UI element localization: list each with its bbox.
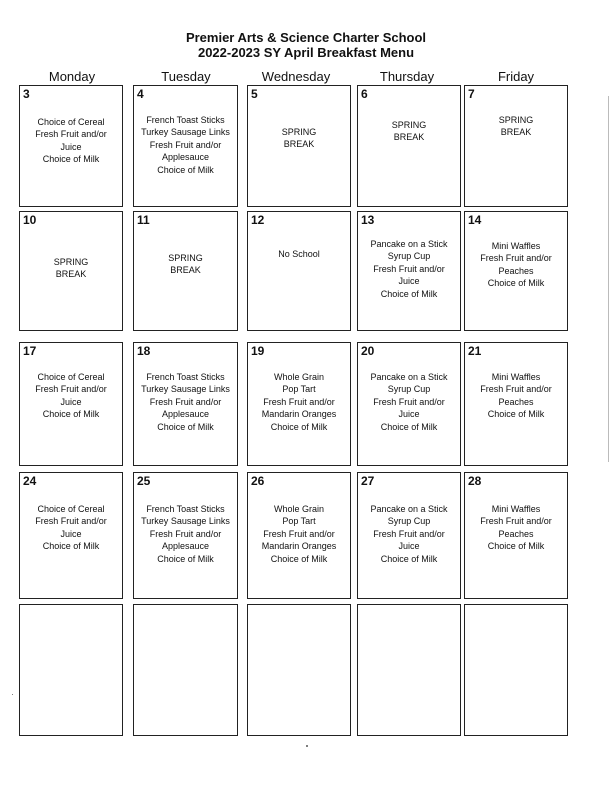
- menu-item: Choice of Milk: [487, 278, 545, 289]
- menu-item: Choice of Cereal: [37, 504, 105, 514]
- date-number: 25: [137, 474, 151, 488]
- day-cell-4: [133, 85, 238, 207]
- menu-item: Fresh Fruit and/or: [149, 396, 222, 407]
- menu-item: Peaches: [498, 265, 534, 276]
- day-header-monday: Monday: [48, 69, 96, 84]
- menu-item: Choice of Cereal: [37, 117, 105, 127]
- date-number: 10: [23, 213, 37, 227]
- day-cell-20: [357, 342, 461, 466]
- menu-item: Fresh Fruit and/or: [35, 129, 107, 140]
- date-number: 17: [23, 344, 37, 358]
- day-cell-25: [133, 472, 238, 599]
- day-cell-10: [19, 211, 123, 331]
- day-cell-26: [247, 472, 351, 599]
- date-number: 11: [137, 213, 150, 227]
- menu-item: Mandarin Oranges: [261, 541, 337, 552]
- date-number: 18: [137, 344, 151, 358]
- menu-item: Fresh Fruit and/or: [149, 528, 222, 539]
- menu-item: Syrup Cup: [387, 516, 431, 527]
- menu-item: SPRING: [498, 115, 534, 125]
- school-name: Premier Arts & Science Charter School: [185, 30, 427, 45]
- scan-speck: [12, 694, 13, 695]
- menu-item: Juice: [398, 541, 420, 552]
- menu-item: Choice of Milk: [157, 553, 214, 564]
- menu-item: Peaches: [498, 396, 534, 407]
- day-header-friday: Friday: [497, 69, 535, 84]
- menu-item: Syrup Cup: [387, 384, 431, 395]
- menu-items: [466, 114, 566, 139]
- menu-item: Choice of Milk: [380, 288, 438, 299]
- menu-item: Choice of Milk: [380, 553, 438, 564]
- menu-item: Turkey Sausage Links: [141, 516, 230, 527]
- menu-items: [466, 240, 566, 290]
- menu-item: Turkey Sausage Links: [141, 384, 230, 395]
- menu-items: [466, 503, 566, 553]
- menu-item: Choice of Milk: [157, 164, 214, 175]
- menu-title: 2022-2023 SY April Breakfast Menu: [197, 45, 415, 60]
- date-number: 21: [468, 344, 482, 358]
- menu-item: French Toast Sticks: [146, 372, 225, 382]
- empty-day-cell: [133, 604, 238, 736]
- day-cell-19: [247, 342, 351, 466]
- menu-item: BREAK: [393, 132, 425, 143]
- menu-item: Choice of Milk: [42, 154, 100, 165]
- date-number: 5: [251, 87, 258, 101]
- menu-items: [135, 503, 236, 565]
- menu-item: Turkey Sausage Links: [141, 127, 230, 138]
- date-number: 20: [361, 344, 375, 358]
- menu-item: Juice: [398, 409, 420, 420]
- menu-item: Choice of Milk: [157, 421, 214, 432]
- menu-item: Peaches: [498, 528, 534, 539]
- menu-item: SPRING: [168, 253, 203, 263]
- empty-day-cell: [19, 604, 123, 736]
- menu-item: SPRING: [53, 257, 89, 267]
- menu-items: [135, 114, 236, 176]
- menu-items: [359, 119, 459, 144]
- menu-items: [359, 503, 459, 565]
- date-number: 27: [361, 474, 375, 488]
- menu-item: Fresh Fruit and/or: [35, 516, 107, 527]
- date-number: 26: [251, 474, 265, 488]
- menu-item: Applesauce: [161, 541, 210, 552]
- day-cell-7: [464, 85, 568, 207]
- menu-item: Choice of Milk: [487, 541, 545, 552]
- day-header-thursday: Thursday: [379, 69, 435, 84]
- menu-item: Applesauce: [161, 409, 210, 420]
- menu-item: French Toast Sticks: [146, 504, 225, 514]
- menu-item: BREAK: [55, 269, 87, 280]
- date-number: 7: [468, 87, 475, 101]
- day-cell-18: [133, 342, 238, 466]
- menu-items: [21, 503, 121, 553]
- menu-item: Fresh Fruit and/or: [480, 516, 552, 527]
- menu-item: Fresh Fruit and/or: [480, 253, 552, 264]
- day-cell-28: [464, 472, 568, 599]
- menu-item: BREAK: [170, 265, 201, 276]
- menu-items: [359, 238, 459, 300]
- day-header-wednesday: Wednesday: [261, 69, 331, 84]
- menu-item: Choice of Milk: [380, 421, 438, 432]
- menu-items: [359, 371, 459, 433]
- menu-item: BREAK: [500, 127, 532, 138]
- date-number: 6: [361, 87, 368, 101]
- menu-item: Pop Tart: [282, 384, 316, 395]
- menu-items: [135, 252, 236, 277]
- menu-item: Choice of Milk: [270, 553, 328, 564]
- empty-day-cell: [247, 604, 351, 736]
- menu-item: Juice: [60, 528, 82, 539]
- menu-item: Fresh Fruit and/or: [149, 139, 222, 150]
- menu-items: [135, 371, 236, 433]
- day-cell-24: [19, 472, 123, 599]
- menu-item: Mini Waffles: [491, 504, 541, 514]
- menu-item: French Toast Sticks: [146, 115, 225, 125]
- menu-item: Fresh Fruit and/or: [480, 384, 552, 395]
- menu-item: Fresh Fruit and/or: [373, 528, 445, 539]
- menu-item: Choice of Milk: [42, 409, 100, 420]
- empty-day-cell: [464, 604, 568, 736]
- menu-item: Whole Grain: [273, 372, 325, 382]
- menu-item: Fresh Fruit and/or: [373, 396, 445, 407]
- menu-item: Fresh Fruit and/or: [373, 263, 445, 274]
- day-cell-12: [247, 211, 351, 331]
- menu-item: SPRING: [281, 127, 317, 137]
- menu-item: Pop Tart: [282, 516, 316, 527]
- menu-item: Juice: [60, 141, 82, 152]
- day-cell-5: [247, 85, 351, 207]
- menu-item: Fresh Fruit and/or: [263, 528, 335, 539]
- menu-item: Choice of Milk: [487, 409, 545, 420]
- menu-item: Syrup Cup: [387, 251, 431, 262]
- menu-item: Juice: [60, 396, 82, 407]
- menu-items: [21, 116, 121, 166]
- menu-header: [0, 30, 612, 60]
- menu-items: [21, 256, 121, 281]
- day-cell-6: [357, 85, 461, 207]
- menu-item: Mandarin Oranges: [261, 409, 337, 420]
- menu-items: [249, 126, 349, 151]
- empty-day-cell: [357, 604, 461, 736]
- menu-item: Pancake on a Stick: [370, 239, 448, 249]
- date-number: 14: [468, 213, 482, 227]
- menu-item: Fresh Fruit and/or: [263, 396, 335, 407]
- menu-item: Choice of Cereal: [37, 372, 105, 382]
- menu-item: Pancake on a Stick: [370, 504, 448, 514]
- date-number: 13: [361, 213, 375, 227]
- menu-item: Applesauce: [161, 152, 210, 163]
- menu-item: Choice of Milk: [270, 421, 328, 432]
- day-cell-27: [357, 472, 461, 599]
- date-number: 24: [23, 474, 37, 488]
- menu-item: Mini Waffles: [491, 241, 541, 251]
- menu-item: Fresh Fruit and/or: [35, 384, 107, 395]
- menu-item: SPRING: [391, 120, 427, 130]
- menu-item: Juice: [398, 276, 420, 287]
- menu-items: [249, 371, 349, 433]
- scan-edge-line: [608, 96, 609, 462]
- menu-item: Mini Waffles: [491, 372, 541, 382]
- menu-item: No School: [278, 249, 320, 259]
- menu-item: BREAK: [283, 139, 315, 150]
- date-number: 28: [468, 474, 482, 488]
- scan-speck: [306, 745, 308, 747]
- date-number: 12: [251, 213, 265, 227]
- day-cell-3: [19, 85, 123, 207]
- date-number: 3: [23, 87, 30, 101]
- menu-items: [21, 371, 121, 421]
- menu-item: Pancake on a Stick: [370, 372, 448, 382]
- menu-items: [249, 503, 349, 565]
- date-number: 19: [251, 344, 265, 358]
- day-cell-14: [464, 211, 568, 331]
- menu-item: Whole Grain: [273, 504, 325, 514]
- day-cell-21: [464, 342, 568, 466]
- day-header-tuesday: Tuesday: [161, 69, 211, 84]
- day-cell-11: [133, 211, 238, 331]
- day-cell-13: [357, 211, 461, 331]
- date-number: 4: [137, 87, 144, 101]
- menu-items: [466, 371, 566, 421]
- menu-item: Choice of Milk: [42, 541, 100, 552]
- day-cell-17: [19, 342, 123, 466]
- menu-items: [249, 248, 349, 260]
